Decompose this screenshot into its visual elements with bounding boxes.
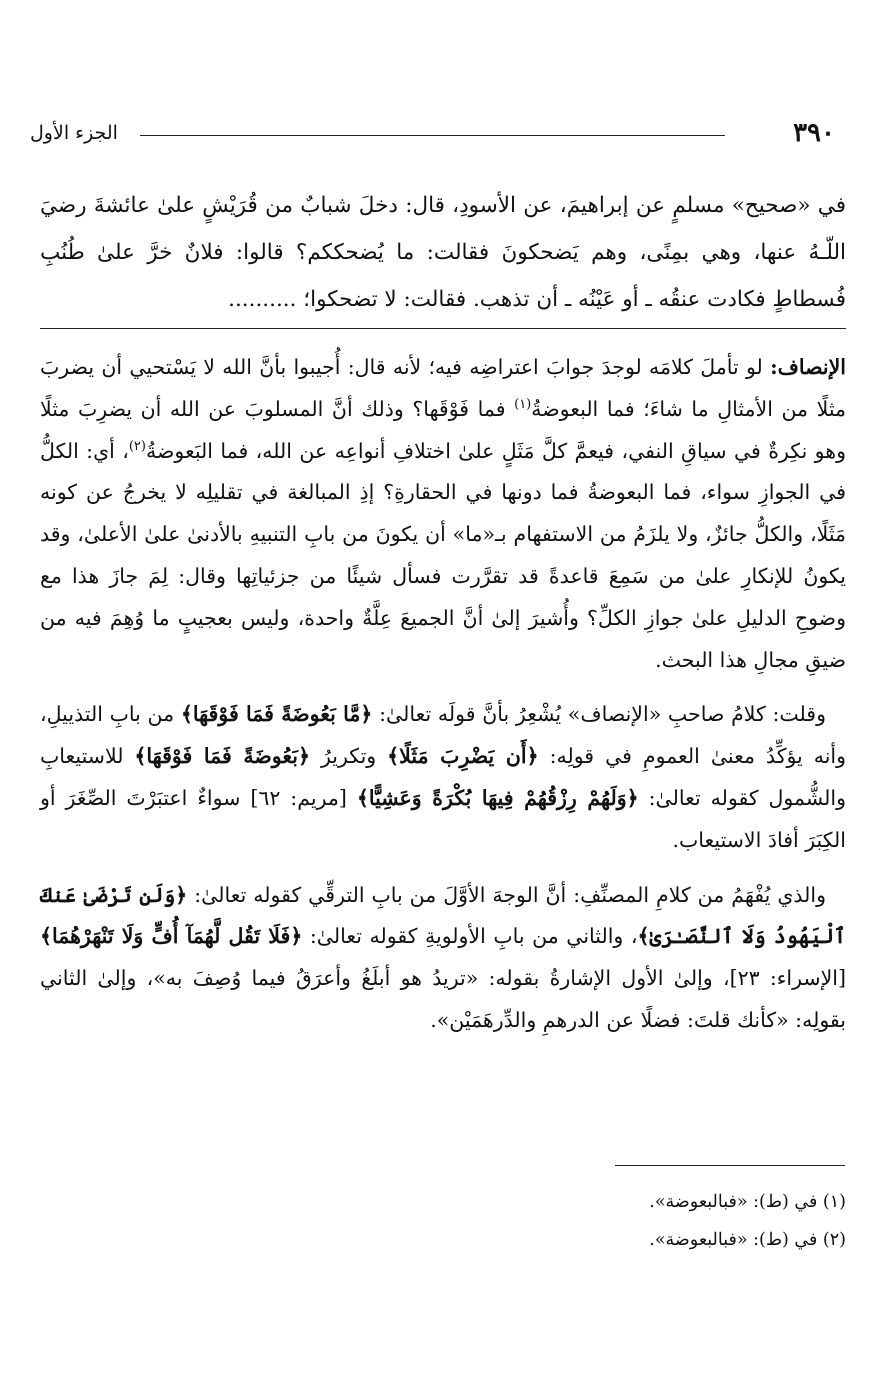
quran-verse: ﴿أَن يَضْرِبَ مَثَلًا﴾ xyxy=(387,744,539,769)
paragraph-text: وقلت: كلامُ صاحبِ «الإنصاف» يُشْعِرُ بأنَّ قولَه تعالىٰ: xyxy=(372,702,826,727)
footnotes xyxy=(40,1183,846,1259)
commentary-body xyxy=(40,347,846,1055)
quote-separator-rule xyxy=(40,328,846,329)
quran-verse: ﴿وَلَن تَرْضَىٰ عَنكَ ٱلْيَهُودُ وَلَا ٱلنَّصَـٰرَىٰ﴾ xyxy=(40,882,846,949)
quran-verse: ﴿فَلَا تَقُل لَّهُمَآ أُفٍّ وَلَا تَنْهَرْهُمَا﴾ xyxy=(40,924,303,949)
quoted-hadith-text: في «صحيح» مسلمٍ عن إبراهيمَ، عن الأسودِ، قال: دخلَ شبابٌ من قُرَيْشٍ علىٰ عائشةَ رضيَ اللّـهُ عنها، وهي بمِنًى، وهم يَضحكونَ فقالت: ما يُضحككم؟ قالوا: فلانٌ خرَّ علىٰ طُنُبِ فُسطاطٍ فكادت عنقُه ـ أو عَيْنُه ـ أن تذهب. فقالت: لا تضحكوا؛ .......... xyxy=(40,193,846,312)
page-number: ٣٩٠ xyxy=(793,118,835,148)
paragraph-insaf xyxy=(40,347,846,681)
paragraph-text: والذي يُفْهَمُ من كلامِ المصنِّفِ: أنَّ الوجهَ الأوَّلَ من بابِ الترقِّي كقوله تعالىٰ: xyxy=(187,882,826,907)
paragraph-text: وتكريرُ xyxy=(309,744,388,769)
paragraph-text: من بابِ التذييلِ، وأنه يؤكِّدُ معنىٰ العمومِ في قولِه: xyxy=(40,702,847,769)
quran-verse: ﴿بَعُوضَةً فَمَا فَوْقَهَا﴾ xyxy=(134,744,310,769)
running-header xyxy=(30,118,835,152)
lead-term: الإنصاف: xyxy=(770,355,846,379)
paragraph-text: للاستيعابِ والشُّمول كقوله تعالىٰ: xyxy=(40,744,847,810)
footnote-2: (٢) في (ط): «فبالبعوضة». xyxy=(649,1230,846,1250)
paragraph-qultu xyxy=(40,694,846,861)
footnote-marker-1[interactable]: (١) xyxy=(514,396,532,412)
paragraph-musannif xyxy=(40,875,846,1042)
paragraph-text: فما فَوْقَها؟ وذلك أنَّ المسلوبَ عن الله أن يضرِبَ مثلًا وهو نكِرةٌ في سياقِ النفي، فيعمَّ كلَّ مَثَلٍ علىٰ اختلافِ أنواعِه عن الله، فما البَعوضةُ xyxy=(40,396,846,463)
quran-verse: ﴿وَلَهُمْ رِزْقُهُمْ فِيهَا بُكْرَةً وَعَشِيًّا﴾ xyxy=(356,785,639,810)
footnote-marker-2[interactable]: (٢) xyxy=(128,438,146,454)
paragraph-text: [مريم: ٦٢] سواءٌ اعتبَرْتَ الصِّغَرَ أو الكِبَرَ أفادَ الاستيعاب. xyxy=(40,785,846,852)
footnote-1: (١) في (ط): «فبالبعوضة». xyxy=(649,1192,846,1212)
paragraph-text: لو تأملَ كلامَه لوجدَ جوابَ اعتراضِه فيه؛ لأنه قال: أُجيبوا بأنَّ الله لا يَسْتحيي أن يضربَ مثلًا من الأمثالِ ما شاءَ؛ فما البعوضةُ xyxy=(40,355,846,421)
header-rule xyxy=(140,135,725,136)
paragraph-text: ، والثاني من بابِ الأولويةِ كقوله تعالىٰ: xyxy=(302,924,638,949)
volume-title: الجزء الأول xyxy=(30,122,118,144)
footnote-separator-rule xyxy=(615,1165,845,1166)
paragraph-text: [الإسراء: ٢٣]، وإلىٰ الأول الإشارةُ بقوله: «تريدُ هو أبلَغُ وأعرَقُ فيما وُصِفَ به»، وإلىٰ الثاني بقولِه: «كأنك قلتَ: فضلًا عن الدرهمِ والدِّرهَمَيْن». xyxy=(40,966,846,1032)
quran-verse: ﴿مَّا بَعُوضَةً فَمَا فَوْقَهَا﴾ xyxy=(180,702,373,727)
paragraph-text: ، أي: الكلُّ في الجوازِ سواء، فما البعوضةُ فما دونها في الحقارةِ؟ إذِ المبالغة في تقليلِه لا يخرجُ عن كونه مَثَلًا، والكلُّ جائزٌ، ولا يلزَمُ من الاستفهام بـ«ما» أن يكونَ من بابِ التنبيهِ بالأدنىٰ علىٰ الأعلىٰ، وقد يكونُ للإنكارِ علىٰ من سَمِعَ قاعدةً قد تقرَّرت فسأل شيئًا من جزئياتِها وقال: لِمَ جازَ هذا مع وضوحِ الدليلِ علىٰ جوازِ الكلِّ؟ وأُشيرَ إلىٰ أنَّ الجميعَ عِلَّةٌ واحدة، وليس بعجيبٍ ما وُهِمَ فيه من ضيقِ مجالِ هذا البحث. xyxy=(40,438,846,672)
quoted-hadith-block xyxy=(40,182,846,323)
